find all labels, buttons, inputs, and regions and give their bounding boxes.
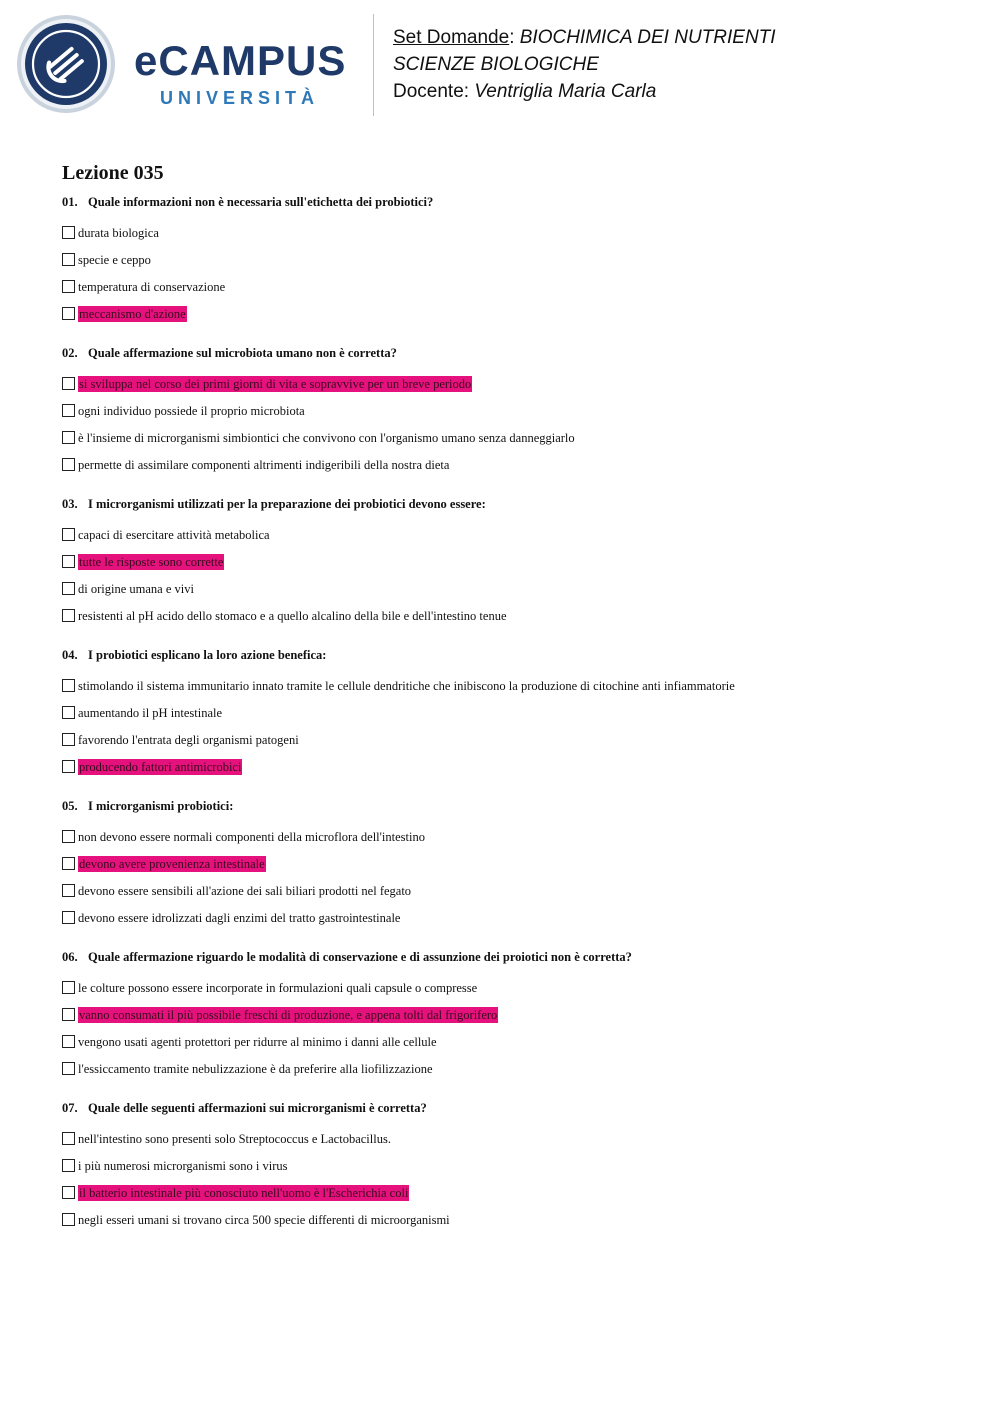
checkbox[interactable] xyxy=(62,857,75,870)
answer-option[interactable] xyxy=(62,1028,962,1055)
question-text: Quale affermazione riguardo le modalità di conservazione e di assunzione dei proiotici non è corretta? xyxy=(88,950,632,964)
checkbox[interactable] xyxy=(62,431,75,444)
option-text: devono essere idrolizzati dagli enzimi del tratto gastrointestinale xyxy=(78,910,401,925)
question-number: 01. xyxy=(62,195,78,209)
checkbox[interactable] xyxy=(62,307,75,320)
option-text: non devono essere normali componenti della microflora dell'intestino xyxy=(78,829,425,844)
checkbox[interactable] xyxy=(62,911,75,924)
option-text: ogni individuo possiede il proprio microbiota xyxy=(78,403,305,418)
checkbox[interactable] xyxy=(62,458,75,471)
question-number: 06. xyxy=(62,950,78,964)
option-text: resistenti al pH acido dello stomaco e a quello alcalino della bile e dell'intestino tenue xyxy=(78,608,507,623)
question-number: 03. xyxy=(62,497,78,511)
option-text: l'essiccamento tramite nebulizzazione è da preferire alla liofilizzazione xyxy=(78,1061,433,1076)
question-text: Quale affermazione sul microbiota umano non è corretta? xyxy=(88,346,397,360)
checkbox[interactable] xyxy=(62,733,75,746)
logo-subtitle: UNIVERSITÀ xyxy=(160,88,320,108)
option-text: favorendo l'entrata degli organismi patogeni xyxy=(78,732,299,747)
set-line: Set Domande: BIOCHIMICA DEI NUTRIENTI xyxy=(393,27,776,48)
question-number: 04. xyxy=(62,648,78,662)
question-1 xyxy=(62,194,962,327)
checkbox[interactable] xyxy=(62,226,75,239)
quiz-content xyxy=(62,160,962,1251)
teacher-label: Docente: xyxy=(393,81,470,102)
question-6 xyxy=(62,949,962,1082)
answer-option[interactable] xyxy=(62,521,962,548)
option-text: durata biologica xyxy=(78,225,159,240)
option-text: è l'insieme di microrganismi simbiontici che convivono con l'organismo umano senza danneggiarlo xyxy=(78,430,575,445)
answer-option[interactable] xyxy=(62,726,962,753)
checkbox[interactable] xyxy=(62,404,75,417)
answer-option[interactable] xyxy=(62,575,962,602)
teacher-line xyxy=(393,78,776,105)
answer-option[interactable] xyxy=(62,1055,962,1082)
option-text: stimolando il sistema immunitario innato tramite le cellule dendritiche che inibiscono la produzione di citochine anti infiammatorie xyxy=(78,678,735,693)
answer-option-highlighted[interactable] xyxy=(62,370,962,397)
answer-option[interactable] xyxy=(62,877,962,904)
answer-option-highlighted[interactable] xyxy=(62,548,962,575)
question-list xyxy=(62,194,962,1233)
question-text: I microrganismi probiotici: xyxy=(88,799,234,813)
checkbox[interactable] xyxy=(62,280,75,293)
checkbox[interactable] xyxy=(62,1213,75,1226)
answer-option[interactable] xyxy=(62,451,962,478)
logo-wordmark: eCAMPUS xyxy=(134,37,347,84)
question-title xyxy=(62,798,962,814)
course-value: SCIENZE BIOLOGICHE xyxy=(393,54,599,75)
checkbox[interactable] xyxy=(62,830,75,843)
question-text: Quale delle seguenti affermazioni sui microrganismi è corretta? xyxy=(88,1101,427,1115)
answer-option[interactable] xyxy=(62,823,962,850)
page-header xyxy=(0,0,1000,130)
answer-option[interactable] xyxy=(62,273,962,300)
question-title xyxy=(62,345,962,361)
question-title xyxy=(62,647,962,663)
teacher-value: Ventriglia Maria Carla xyxy=(474,81,657,102)
option-text: aumentando il pH intestinale xyxy=(78,705,223,720)
option-text: tutte le risposte sono corrette xyxy=(79,554,224,569)
answer-option[interactable] xyxy=(62,974,962,1001)
set-value: BIOCHIMICA DEI NUTRIENTI xyxy=(519,27,776,48)
course-line xyxy=(393,51,776,78)
checkbox[interactable] xyxy=(62,582,75,595)
answer-option[interactable] xyxy=(62,602,962,629)
option-text: vanno consumati il più possibile freschi di produzione, e appena tolti dal frigorifero xyxy=(79,1007,498,1022)
checkbox[interactable] xyxy=(62,981,75,994)
checkbox[interactable] xyxy=(62,1159,75,1172)
question-title xyxy=(62,194,962,210)
option-text: negli esseri umani si trovano circa 500 specie differenti di microorganismi xyxy=(78,1212,450,1227)
question-text: I probiotici esplicano la loro azione benefica: xyxy=(88,648,327,662)
checkbox[interactable] xyxy=(62,760,75,773)
checkbox[interactable] xyxy=(62,1008,75,1021)
question-number: 02. xyxy=(62,346,78,360)
checkbox[interactable] xyxy=(62,884,75,897)
checkbox[interactable] xyxy=(62,1062,75,1075)
answer-option[interactable] xyxy=(62,1206,962,1233)
checkbox[interactable] xyxy=(62,253,75,266)
header-divider xyxy=(373,14,374,116)
option-text: meccanismo d'azione xyxy=(79,306,186,321)
option-text: il batterio intestinale più conosciuto nell'uomo è l'Escherichia coli xyxy=(79,1185,409,1200)
option-text: si sviluppa nel corso dei primi giorni di vita e sopravvive per un breve periodo xyxy=(79,376,472,391)
option-text: i più numerosi microrganismi sono i virus xyxy=(78,1158,288,1173)
answer-option-highlighted[interactable] xyxy=(62,850,962,877)
answer-option[interactable] xyxy=(62,424,962,451)
checkbox[interactable] xyxy=(62,609,75,622)
question-number: 05. xyxy=(62,799,78,813)
question-3 xyxy=(62,496,962,629)
option-text: capaci di esercitare attività metabolica xyxy=(78,527,270,542)
question-title xyxy=(62,1100,962,1116)
option-text: devono essere sensibili all'azione dei sali biliari prodotti nel fegato xyxy=(78,883,412,898)
question-text: Quale informazioni non è necessaria sull'etichetta dei probiotici? xyxy=(88,195,434,209)
answer-option[interactable] xyxy=(62,904,962,931)
header-info xyxy=(393,24,776,105)
checkbox[interactable] xyxy=(62,555,75,568)
checkbox[interactable] xyxy=(62,528,75,541)
question-5 xyxy=(62,798,962,931)
question-text: I microrganismi utilizzati per la preparazione dei probiotici devono essere: xyxy=(88,497,486,511)
checkbox[interactable] xyxy=(62,1035,75,1048)
answer-option-highlighted[interactable] xyxy=(62,753,962,780)
answer-option-highlighted[interactable] xyxy=(62,1179,962,1206)
question-4 xyxy=(62,647,962,780)
lesson-title: Lezione 035 xyxy=(62,162,164,184)
ecampus-logo-icon xyxy=(16,14,116,114)
question-7 xyxy=(62,1100,962,1233)
answer-option[interactable] xyxy=(62,246,962,273)
question-title xyxy=(62,496,962,512)
answer-option[interactable] xyxy=(62,1152,962,1179)
checkbox[interactable] xyxy=(62,377,75,390)
answer-option[interactable] xyxy=(62,397,962,424)
question-2 xyxy=(62,345,962,478)
answer-option[interactable] xyxy=(62,219,962,246)
option-text: le colture possono essere incorporate in formulazioni quali capsule o compresse xyxy=(78,980,478,995)
option-text: producendo fattori antimicrobici xyxy=(79,759,242,774)
answer-option[interactable] xyxy=(62,672,962,699)
answer-option-highlighted[interactable] xyxy=(62,300,962,327)
option-text: devono avere provenienza intestinale xyxy=(79,856,265,871)
answer-option-highlighted[interactable] xyxy=(62,1001,962,1028)
set-label: Set Domande xyxy=(393,27,510,48)
checkbox[interactable] xyxy=(62,1132,75,1145)
option-text: specie e ceppo xyxy=(78,252,151,267)
option-text: temperatura di conservazione xyxy=(78,279,226,294)
option-text: permette di assimilare componenti altrimenti indigeribili della nostra dieta xyxy=(78,457,450,472)
question-number: 07. xyxy=(62,1101,78,1115)
answer-option[interactable] xyxy=(62,699,962,726)
option-text: di origine umana e vivi xyxy=(78,581,194,596)
option-text: vengono usati agenti protettori per ridurre al minimo i danni alle cellule xyxy=(78,1034,437,1049)
question-title xyxy=(62,949,962,965)
answer-option[interactable] xyxy=(62,1125,962,1152)
checkbox[interactable] xyxy=(62,706,75,719)
option-text: nell'intestino sono presenti solo Streptococcus e Lactobacillus. xyxy=(78,1131,391,1146)
checkbox[interactable] xyxy=(62,1186,75,1199)
checkbox[interactable] xyxy=(62,679,75,692)
